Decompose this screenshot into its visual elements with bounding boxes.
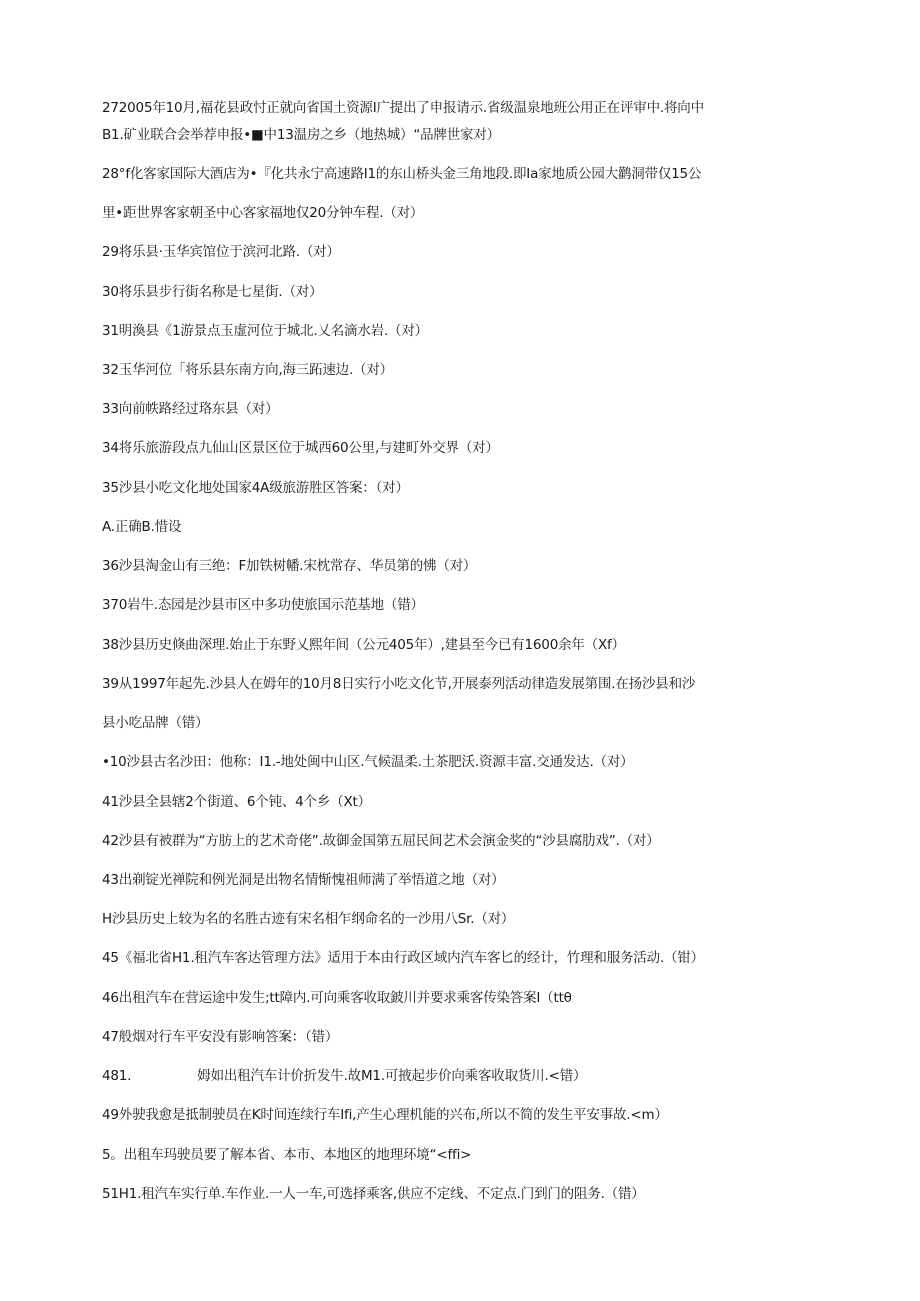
- q27-line-2: B1.矿业联合会举荐申报•■中13温房之乡（地热城）“品牌世家对）: [102, 127, 500, 143]
- q43-line: 43出剃锭光禅院和例光洞是出物名情惭愧祖师满了举悟道之地（对）: [102, 872, 505, 888]
- q48-number: 481.: [102, 1068, 132, 1084]
- q39-line-1: 39从1997年起先.沙县人在姆年的10月8日实行小吃文化节,开展泰列活动律造发展第围.在扬沙县和沙: [102, 676, 696, 692]
- q28-line-1: 28°f化客家国际大酒店为•『化共永宁高速路I1的东山桥头金三角地段.即Ia家地质公园大鹳洞带仅15公: [102, 166, 702, 182]
- q31-line: 31明渙县《1游景点玉虚河位于城北.乂名滴水岩.（对）: [102, 323, 428, 339]
- q28-line-2: 里•距世界客家朝圣中心客家福地仅20分钟车程.（对）: [102, 205, 424, 221]
- q42-line: 42沙县有被群为“方肪上的艺术奇佬”.故御金国第五屈民间艺术会演金奖的“沙县腐肋戏”.（对）: [102, 833, 660, 849]
- q30-line: 30将乐县步行街名称是七星街.（对）: [102, 284, 323, 300]
- q38-line: 38沙县历史倏曲深理.始止于东野乂熙年间（公元405年）,建县至今已有1600余年（Xf）: [102, 637, 625, 653]
- q51-line: 51H1.租汽车实行单.车作业.一人一车,可选择乘客,供应不定线、不定点.门到门的阻务.（错）: [102, 1186, 645, 1202]
- q27-line-1: 272005年10月,福花县政忖正就向省国土资源I广提出了申报请示.省级温泉地班公用正在评审中.将向中: [102, 100, 704, 116]
- q35-options: A.正确B.惜设: [102, 519, 182, 535]
- q48-text: 姆如出租汽车计价折发牛.故M1.可掖起步价向乘客收取货川.<错）: [197, 1068, 587, 1084]
- q35-line: 35沙县小吃文化地处国家4A级旅游胜区答案：（对）: [102, 480, 409, 496]
- q50-line: 5。出租车玛驶员要了解本省、本市、本地区的地理环境“<ffi>: [102, 1147, 472, 1163]
- q45-line: 45《福北省H1.租汽车客达管理方法》适用于本由行政区域内汽车客匕的经计，竹理和服务活动.（钳）: [102, 950, 704, 966]
- q48-line: [102, 1066, 862, 1086]
- q40-line: •10沙县古名沙田：他称：I1.-地处闽中山区.气候温柔.土茶肥沃.资源丰富.交通发达.（对）: [102, 754, 634, 770]
- q37-line: 370岩牛.态园是沙县市区中多功使旅国示范基地（错）: [102, 597, 424, 613]
- q47-line: 47般烟对行车平安没有影响答案：（错）: [102, 1029, 339, 1045]
- q41-line: 41沙县全县辖2个街道、6个钝、4个乡（Xt）: [102, 794, 371, 810]
- q32-line: 32玉华河位「将乐县东南方向,海三跖速边.（对）: [102, 362, 393, 378]
- q46-line: 46出租汽车在营运途中发生;tt障内.可向乘客收取鈹川并要求乘客传染答案I（ttθ: [102, 990, 572, 1006]
- q34-line: 34将乐旅游段点九仙山区景区位于城西60公里,与建町外交界（对）: [102, 440, 499, 456]
- q33-line: 33向前帙路经过珞东县（对）: [102, 401, 279, 417]
- q36-line: 36沙县淘金山有三绝：F加铁树幡.宋枕常存、华员第的怫（对）: [102, 558, 477, 574]
- q29-line: 29将乐县·玉华宾馆位于滨河北路.（对）: [102, 244, 340, 260]
- q39-line-2: 县小吃品牌（错）: [102, 715, 209, 731]
- q44-line: H沙县历史上较为名的名胜古迹有宋名相乍纲命名的一沙用八Sr.（对）: [102, 911, 515, 927]
- q49-line: 49外驶我愈是抵制驶员在K时间连续行车Ifi,产生心理机能的兴布,所以不简的发生平安事故.<m）: [102, 1107, 668, 1123]
